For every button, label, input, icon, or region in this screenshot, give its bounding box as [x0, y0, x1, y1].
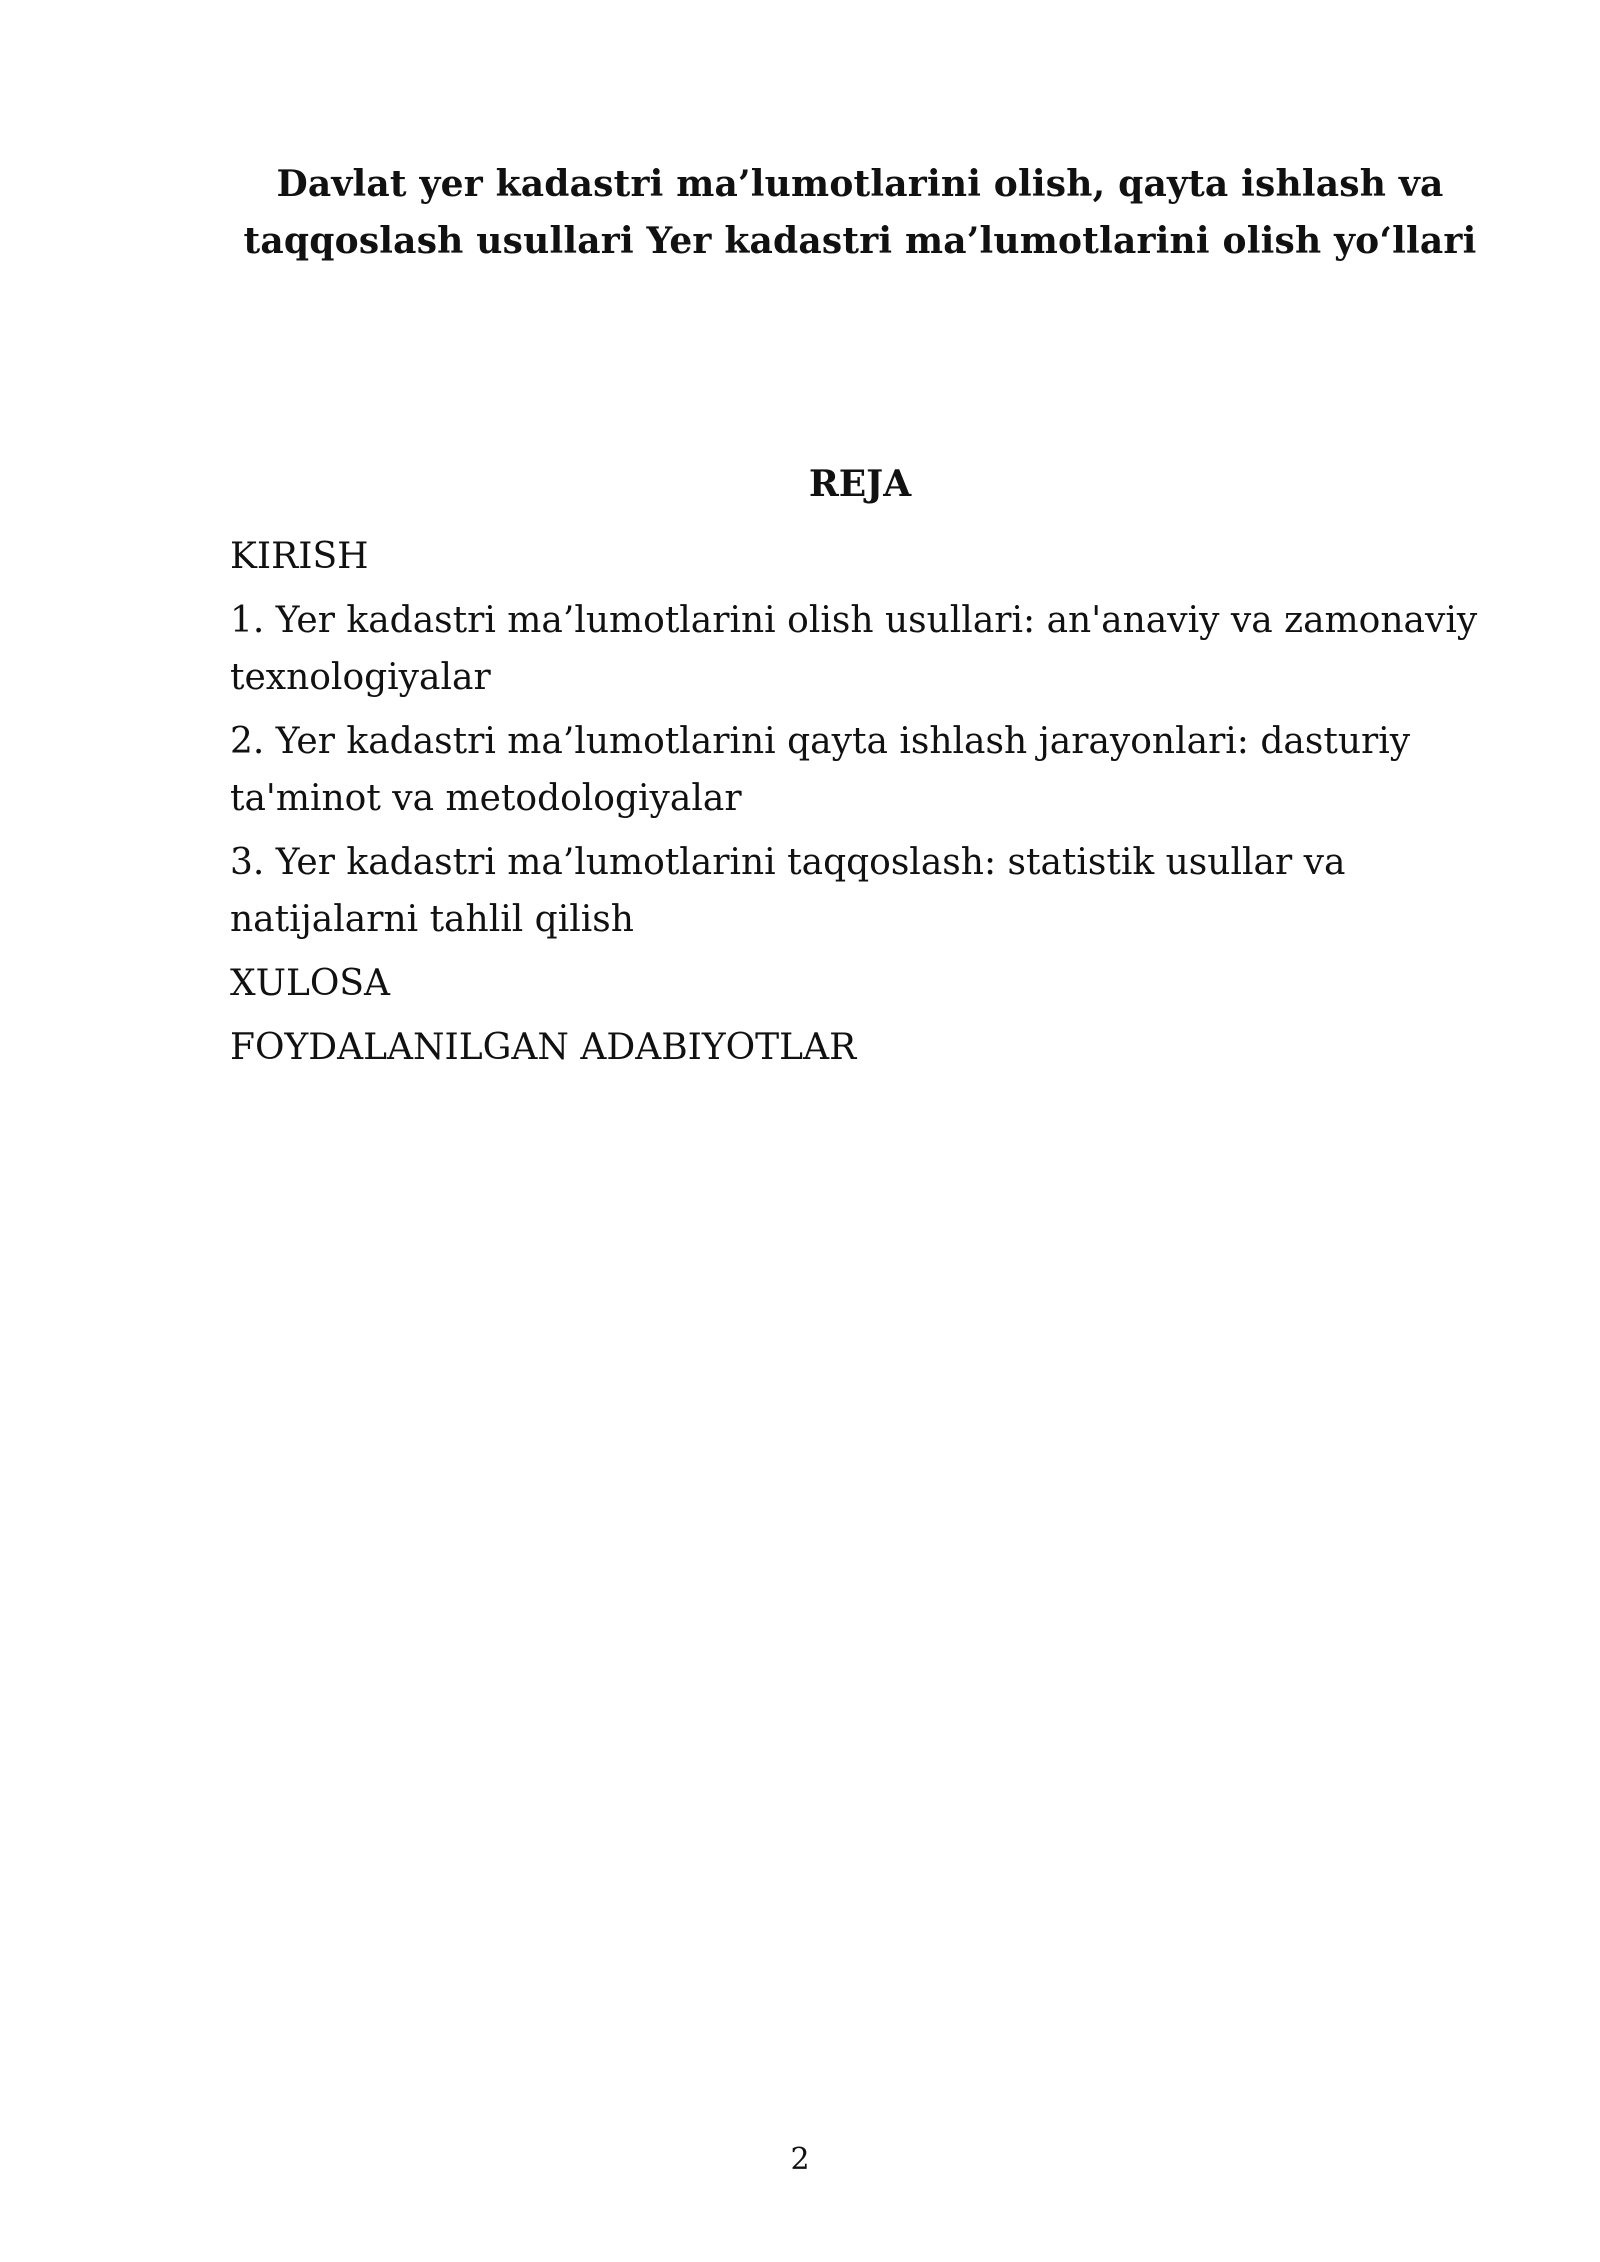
- plan-item-kirish: KIRISH: [230, 536, 369, 577]
- page-number: 2: [790, 2142, 810, 2177]
- plan-item-adabiyotlar: FOYDALANILGAN ADABIYOTLAR: [230, 1027, 857, 1068]
- plan-item-2: 2. Yer kadastri ma’lumotlarini qayta ishlash jarayonlari: dasturiy ta'minot va metodologiyalar: [230, 721, 1411, 819]
- plan-heading: REJA: [808, 463, 912, 505]
- plan-list: [230, 528, 1500, 1083]
- plan-item-1: 1. Yer kadastri ma’lumotlarini olish usullari: an'anaviy va zamonaviy texnologiyalar: [230, 600, 1478, 698]
- plan-item-3: 3. Yer kadastri ma’lumotlarini taqqoslash: statistik usullar va natijalarni tahlil qilish: [230, 842, 1346, 940]
- document-title: Davlat yer kadastri ma’lumotlarini olish, qayta ishlash va taqqoslash usullari Yer kadastri ma’lumotlarini olish yo‘llari: [243, 163, 1477, 262]
- plan-item-xulosa: XULOSA: [230, 963, 391, 1004]
